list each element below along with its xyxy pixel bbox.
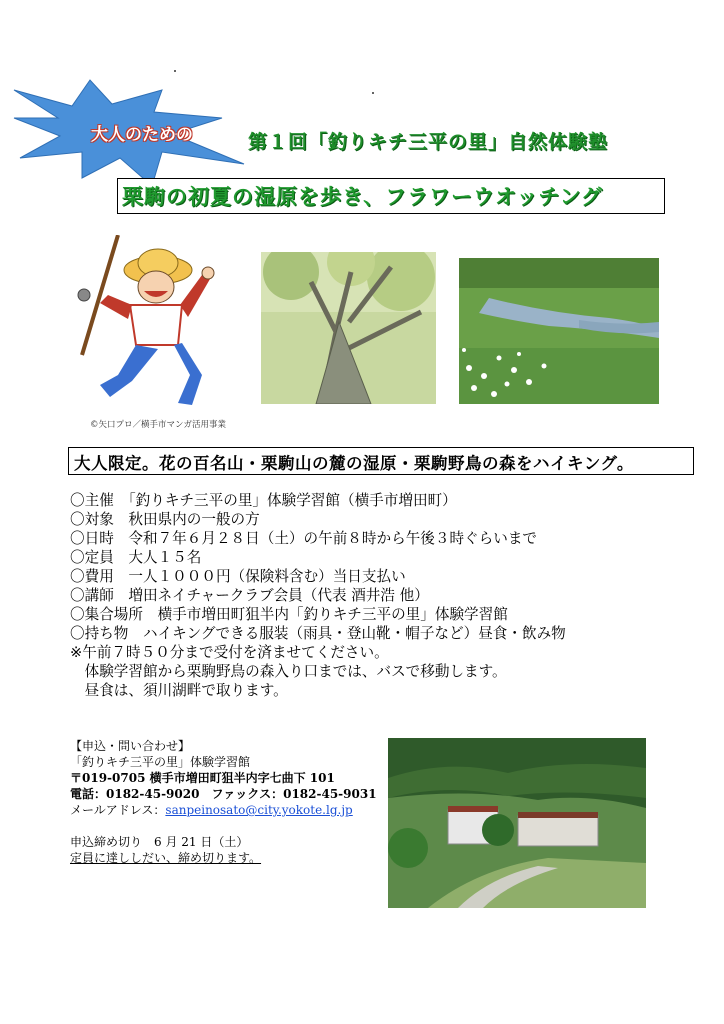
page-subtitle: 栗駒の初夏の湿原を歩き、フラワーウオッチング bbox=[122, 185, 604, 209]
speck bbox=[372, 92, 374, 94]
detail-capacity: 〇定員 大人１５名 bbox=[70, 549, 202, 566]
contact-heading: 【申込・問い合わせ】 bbox=[70, 739, 191, 753]
tree-photo bbox=[261, 252, 436, 404]
lead-text: 大人限定。花の百名山・栗駒山の麓の湿原・栗駒野鳥の森をハイキング。 bbox=[74, 454, 634, 473]
detail-instructor: 〇講師 増田ネイチャークラブ会員（代表 酒井浩 他） bbox=[70, 587, 429, 604]
detail-belongings: 〇持ち物 ハイキングできる服装（雨具・登山靴・帽子など）昼食・飲み物 bbox=[70, 625, 566, 642]
contact-org: 「釣りキチ三平の里」体験学習館 bbox=[70, 755, 251, 769]
detail-note-lunch: 昼食は、須川湖畔で取ります。 bbox=[70, 682, 288, 699]
image-credit: ©矢口プロ／横手市マンガ活用事業 bbox=[90, 420, 227, 430]
speck bbox=[174, 70, 176, 72]
spacer bbox=[70, 818, 377, 834]
detail-datetime: 〇日時 令和７年６月２８日（土）の午前８時から午後３時ぐらいまで bbox=[70, 530, 538, 547]
deadline-note: 定員に達ししだい、締め切ります。 bbox=[70, 851, 262, 865]
detail-fee: 〇費用 一人１０００円（保険料含む）当日支払い bbox=[70, 568, 406, 585]
contact-block bbox=[70, 738, 377, 866]
detail-note-reception: ※午前７時５０分まで受付を済ませてください。 bbox=[70, 644, 389, 661]
contact-email-row bbox=[70, 802, 377, 818]
email-label: メールアドレス： bbox=[70, 803, 166, 817]
building-photo bbox=[388, 738, 646, 908]
burst-label: 大人のための bbox=[91, 125, 193, 145]
email-link[interactable]: sanpeinosato@city.yokote.lg.jp bbox=[165, 803, 353, 817]
manga-character-illustration bbox=[70, 235, 230, 410]
detail-target: 〇対象 秋田県内の一般の方 bbox=[70, 511, 260, 528]
deadline: 申込締め切り 6 月 21 日（土） bbox=[70, 835, 249, 849]
wetland-photo bbox=[459, 258, 659, 404]
page-title: 第１回「釣りキチ三平の里」自然体験塾 bbox=[248, 131, 609, 153]
detail-note-bus: 体験学習館から栗駒野鳥の森入り口までは、バスで移動します。 bbox=[70, 663, 507, 680]
detail-meeting-place: 〇集合場所 横手市増田町狙半内「釣りキチ三平の里」体験学習館 bbox=[70, 606, 508, 623]
contact-address: 〒019-0705 横手市増田町狙半内字七曲下 101 bbox=[70, 771, 335, 785]
contact-phone: 電話：0182-45-9020 ファックス：0182-45-9031 bbox=[70, 787, 377, 801]
detail-organizer: 〇主催 「釣りキチ三平の里」体験学習館（横手市増田町） bbox=[70, 492, 457, 509]
